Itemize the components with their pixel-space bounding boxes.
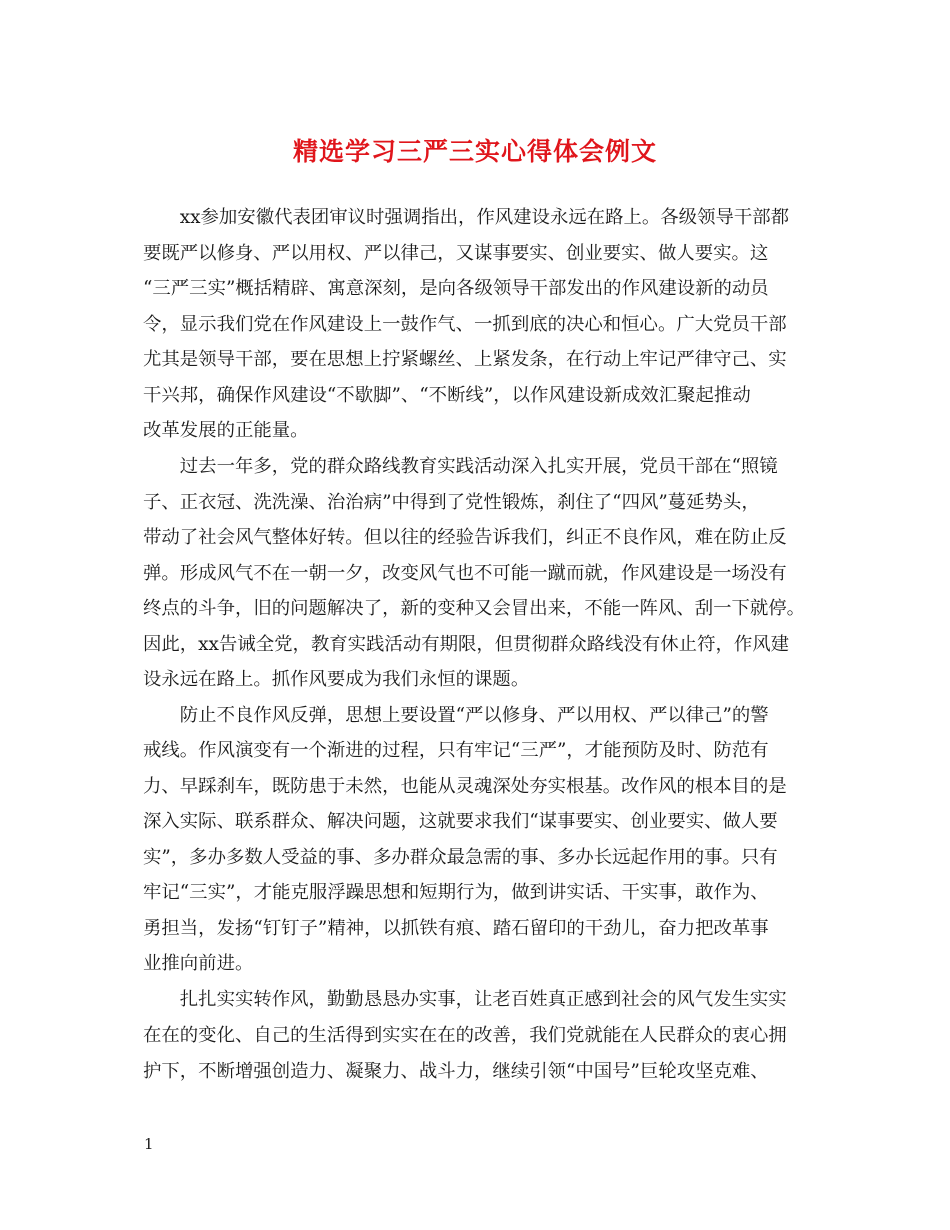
body-line: 实”，多办多数人受益的事、多办群众最急需的事、多办长远起作用的事。只有: [143, 847, 778, 868]
body-line: 令，显示我们党在作风建设上一鼓作气、一抓到底的决心和恒心。广大党员干部: [143, 314, 787, 335]
page-number: 1: [144, 1135, 154, 1153]
body-line: 终点的斗争，旧的问题解决了，新的变种又会冒出来，不能一阵风、刮一下就停。: [143, 598, 806, 619]
body-line: 子、正衣冠、洗洗澡、治治病”中得到了党性锻炼，刹住了“四风”蔓延势头，: [143, 492, 760, 513]
body-line: 改革发展的正能量。: [143, 420, 309, 441]
body-line: 弹。形成风气不在一朝一夕，改变风气也不可能一蹴而就，作风建设是一场没有: [143, 563, 787, 584]
body-line: 戒线。作风演变有一个渐进的过程，只有牢记“三严”，才能预防及时、防范有: [143, 740, 769, 761]
body-line: 要既严以修身、严以用权、严以律己，又谋事要实、创业要实、做人要实。这: [143, 243, 769, 264]
body-line: 力、早踩刹车，既防患于未然，也能从灵魂深处夯实根基。改作风的根本目的是: [143, 776, 787, 797]
document-title: 精选学习三严三实心得体会例文: [292, 137, 657, 166]
body-line: 牢记“三实”，才能克服浮躁思想和短期行为，做到讲实话、干实事，敢作为、: [143, 882, 769, 903]
body-line: 深入实际、联系群众、解决问题，这就要求我们“谋事要实、创业要实、做人要: [143, 811, 778, 832]
body-line: 防止不良作风反弹，思想上要设置“严以修身、严以用权、严以律己”的警: [143, 705, 769, 726]
body-line: 干兴邦，确保作风建设“不歇脚”、“不断线”，以作风建设新成效汇聚起推动: [143, 385, 751, 406]
body-line: 勇担当，发扬“钉钉子”精神，以抓铁有痕、踏石留印的干劲儿，奋力把改革事: [143, 918, 769, 939]
body-line: 过去一年多，党的群众路线教育实践活动深入扎实开展，党员干部在“照镜: [143, 456, 778, 477]
body-line: 在在的变化、自己的生活得到实实在在的改善，我们党就能在人民群众的衷心拥: [143, 1025, 787, 1046]
body-line: 带动了社会风气整体好转。但以往的经验告诉我们，纠正不良作风，难在防止反: [143, 527, 787, 548]
body-line: 设永远在路上。抓作风要成为我们永恒的课题。: [143, 669, 530, 690]
body-line: 尤其是领导干部，要在思想上拧紧螺丝、上紧发条，在行动上牢记严律守己、实: [143, 349, 787, 370]
body-line: 业推向前进。: [143, 953, 254, 974]
body-line: xx参加安徽代表团审议时强调指出，作风建设永远在路上。各级领导干部都: [143, 207, 790, 228]
body-line: 因此，xx告诫全党，教育实践活动有期限，但贯彻群众路线没有休止符，作风建: [143, 634, 790, 655]
body-line: “三严三实”概括精辟、寓意深刻，是向各级领导干部发出的作风建设新的动员: [143, 278, 769, 299]
body-line: 扎扎实实转作风，勤勤恳恳办实事，让老百姓真正感到社会的风气发生实实: [143, 989, 787, 1010]
body-line: 护下，不断增强创造力、凝聚力、战斗力，继续引领“中国号”巨轮攻坚克难、: [143, 1061, 769, 1082]
